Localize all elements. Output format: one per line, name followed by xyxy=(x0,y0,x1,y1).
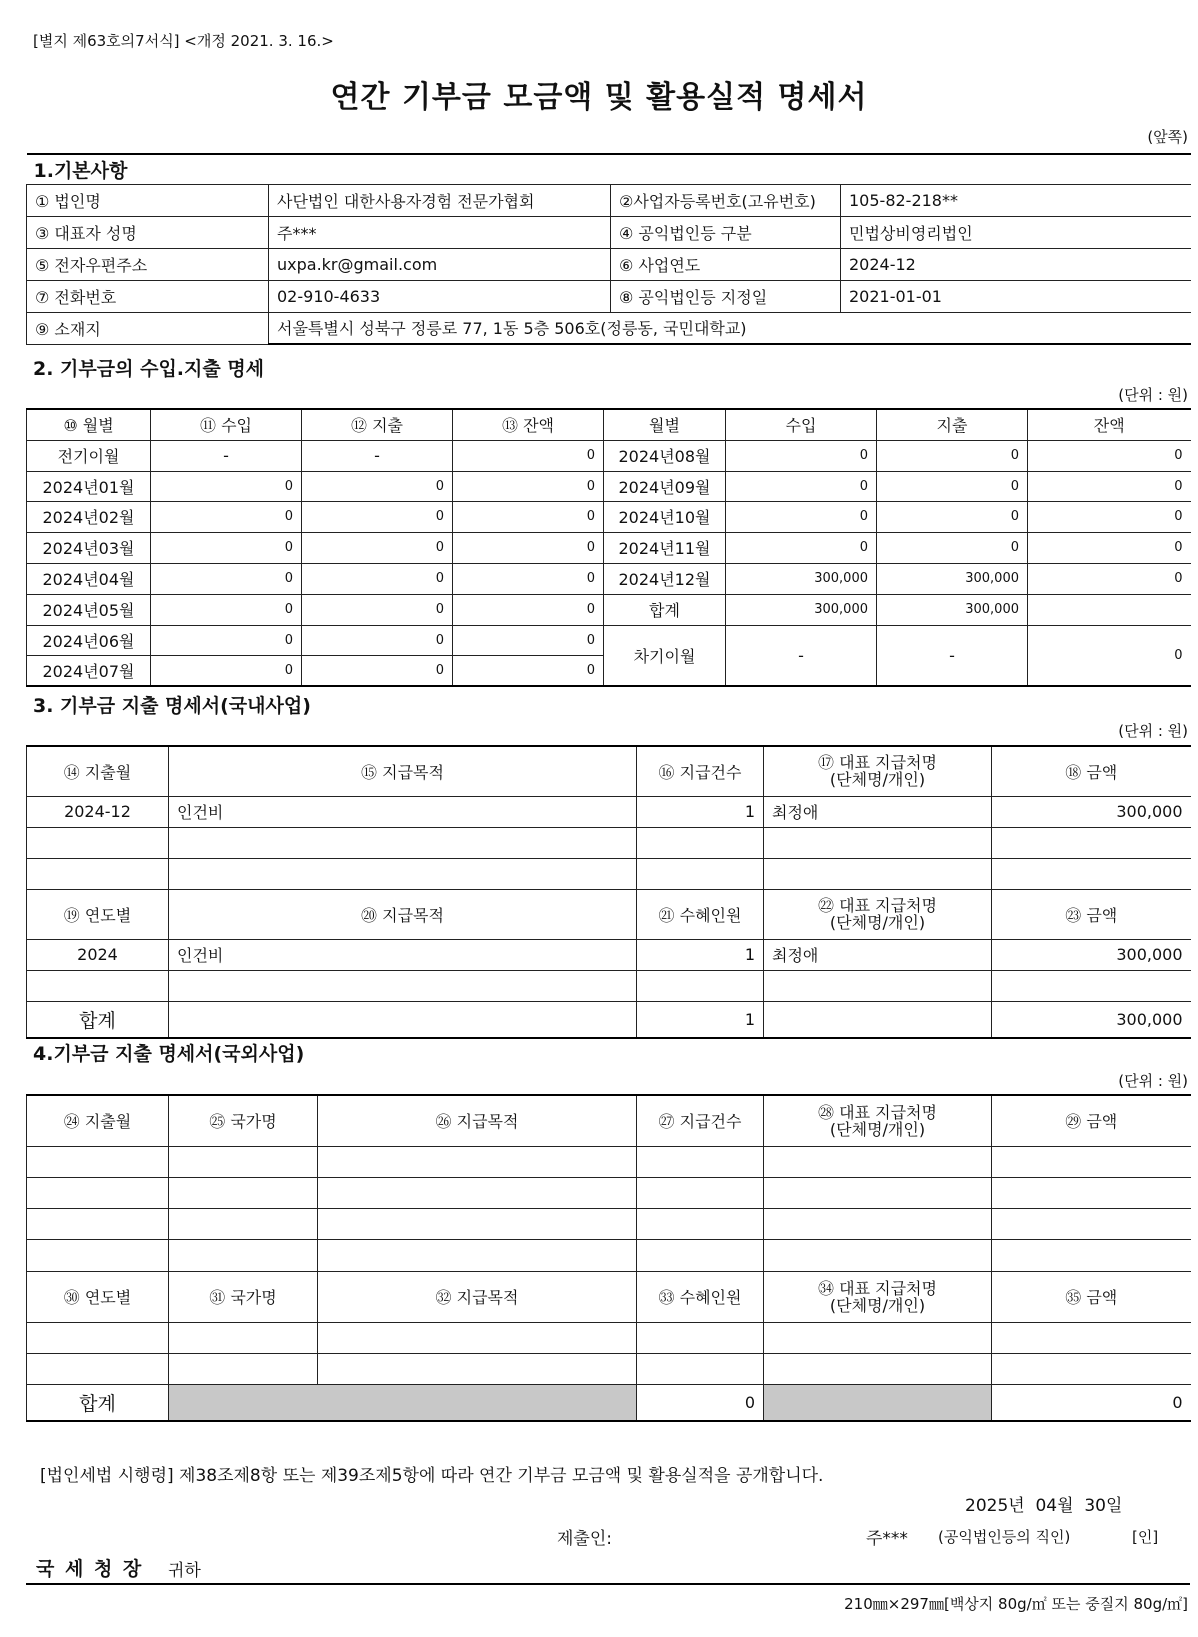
income-cell: 0 xyxy=(151,594,302,625)
value-email: uxpa.kr@gmail.com xyxy=(269,248,611,280)
header-purpose: ㉖ 지급목적 xyxy=(318,1095,637,1146)
header-amount-2: ㉓ 금액 xyxy=(992,889,1191,939)
carry-forward-income: - xyxy=(726,625,877,686)
header-year: ㉚ 연도별 xyxy=(27,1271,169,1322)
form-reference: [별지 제63호의7서식] <개정 2021. 3. 16.> xyxy=(33,32,334,50)
income-total: 300,000 xyxy=(726,594,877,625)
table-row xyxy=(27,1146,1191,1177)
header-month-2: 월별 xyxy=(604,409,726,440)
table-row xyxy=(27,594,1191,625)
label-email: ⑤ 전자우편주소 xyxy=(27,248,269,280)
balance-cell: 0 xyxy=(453,532,604,563)
expense-cell: 0 xyxy=(302,563,453,594)
section-1-title: 1.기본사항 xyxy=(27,154,1191,184)
income-cell: 0 xyxy=(151,471,302,501)
header-month: ⑩ 월별 xyxy=(27,409,151,440)
month-cell: 2024년07월 xyxy=(27,655,151,686)
total-amount: 300,000 xyxy=(992,1001,1191,1038)
balance-cell: 0 xyxy=(1028,532,1191,563)
balance-cell: 0 xyxy=(453,563,604,594)
income-cell: 300,000 xyxy=(726,563,877,594)
total-row xyxy=(27,1001,1191,1038)
section-2-title: 2. 기부금의 수입.지출 명세 xyxy=(33,358,265,380)
label-biz-no: ②사업자등록번호(고유번호) xyxy=(611,184,841,216)
month-cell: 2024년06월 xyxy=(27,625,151,655)
value-biz-no: 105-82-218** xyxy=(841,184,1191,216)
header-beneficiaries: ㉑ 수혜인원 xyxy=(637,889,764,939)
recipient-cell: 최정애 xyxy=(764,939,992,970)
header-purpose-2: ㉜ 지급목적 xyxy=(318,1271,637,1322)
value-designation-date: 2021-01-01 xyxy=(841,280,1191,312)
income-cell: 0 xyxy=(151,532,302,563)
header-purpose-2: ⑳ 지급목적 xyxy=(169,889,637,939)
carry-forward-label: 차기이월 xyxy=(604,625,726,686)
count-cell: 1 xyxy=(637,796,764,827)
table-row xyxy=(27,939,1191,970)
total-count: 1 xyxy=(637,1001,764,1038)
income-cell: 0 xyxy=(151,501,302,532)
header-count: ㉗ 지급건수 xyxy=(637,1095,764,1146)
total-count: 0 xyxy=(637,1384,764,1421)
table-row xyxy=(27,796,1191,827)
balance-cell: 0 xyxy=(1028,471,1191,501)
info-row xyxy=(27,248,1191,280)
header-year: ⑲ 연도별 xyxy=(27,889,169,939)
header-recipient-2: ㉞ 대표 지급처명 (단체명/개인) xyxy=(764,1271,992,1322)
income-cell: - xyxy=(151,440,302,471)
monthly-table xyxy=(26,408,1191,687)
income-cell: 0 xyxy=(151,563,302,594)
income-cell: 0 xyxy=(151,625,302,655)
footer-divider xyxy=(26,1583,1190,1585)
page-side-label: (앞쪽) xyxy=(1147,128,1188,146)
income-cell: 0 xyxy=(726,532,877,563)
month-cell: 2024년11월 xyxy=(604,532,726,563)
expense-cell: 0 xyxy=(302,655,453,686)
honorific: 귀하 xyxy=(168,1561,201,1581)
header-beneficiaries: ㉝ 수혜인원 xyxy=(637,1271,764,1322)
header-recipient: ⑰ 대표 지급처명 (단체명/개인) xyxy=(764,746,992,796)
header-amount: ⑱ 금액 xyxy=(992,746,1191,796)
label-phone: ⑦ 전화번호 xyxy=(27,280,269,312)
recipient-cell: 최정애 xyxy=(764,796,992,827)
table-row xyxy=(27,858,1191,889)
expense-cell: 0 xyxy=(877,471,1028,501)
domestic-header-row xyxy=(27,746,1191,796)
header-income-2: 수입 xyxy=(726,409,877,440)
overseas-header-row xyxy=(27,1095,1191,1146)
month-cell: 2024년05월 xyxy=(27,594,151,625)
expense-cell: 0 xyxy=(302,594,453,625)
label-fiscal-year: ⑥ 사업연도 xyxy=(611,248,841,280)
table-row xyxy=(27,1208,1191,1239)
balance-cell: 0 xyxy=(453,440,604,471)
label-corp-type: ④ 공익법인등 구분 xyxy=(611,216,841,248)
legal-notice: [법인세법 시행령] 제38조제8항 또는 제39조제5항에 따라 연간 기부금 모금액 및 활용실적을 공개합니다. xyxy=(40,1466,824,1486)
section-3-title: 3. 기부금 지출 명세서(국내사업) xyxy=(33,695,311,717)
table-row xyxy=(27,440,1191,471)
income-cell: 0 xyxy=(726,471,877,501)
page-title: 연간 기부금 모금액 및 활용실적 명세서 xyxy=(330,80,868,115)
expense-cell: 0 xyxy=(302,625,453,655)
amount-cell: 300,000 xyxy=(992,796,1191,827)
expense-cell: 0 xyxy=(877,501,1028,532)
submitter-name: 주*** xyxy=(866,1529,908,1549)
header-amount: ㉙ 금액 xyxy=(992,1095,1191,1146)
expense-cell: 0 xyxy=(302,501,453,532)
expense-cell: 0 xyxy=(302,532,453,563)
header-expense-month: ㉔ 지출월 xyxy=(27,1095,169,1146)
section-3-unit: (단위 : 원) xyxy=(1118,722,1188,740)
label-location: ⑨ 소재지 xyxy=(27,312,269,344)
income-cell: 0 xyxy=(726,501,877,532)
total-label: 합계 xyxy=(604,594,726,625)
submitter-role: (공익법인등의 직인) xyxy=(938,1528,1071,1546)
total-row xyxy=(27,1384,1191,1421)
month-cell: 전기이월 xyxy=(27,440,151,471)
balance-cell: 0 xyxy=(453,501,604,532)
header-purpose: ⑮ 지급목적 xyxy=(169,746,637,796)
table-row xyxy=(27,1353,1191,1384)
value-corp-name: 사단법인 대한사용자경험 전문가협회 xyxy=(269,184,611,216)
table-row xyxy=(27,1177,1191,1208)
table-row xyxy=(27,532,1191,563)
label-designation-date: ⑧ 공익법인등 지정일 xyxy=(611,280,841,312)
table-row xyxy=(27,471,1191,501)
table-row xyxy=(27,563,1191,594)
domestic-expense-table xyxy=(26,745,1191,1039)
month-cell: 2024년12월 xyxy=(604,563,726,594)
seal-mark: [인] xyxy=(1132,1528,1159,1546)
month-cell: 2024년02월 xyxy=(27,501,151,532)
overseas-expense-table xyxy=(26,1094,1191,1422)
income-cell: 0 xyxy=(151,655,302,686)
balance-cell: 0 xyxy=(453,594,604,625)
submission-date: 2025년 04월 30일 xyxy=(965,1496,1123,1516)
expense-cell: - xyxy=(302,440,453,471)
balance-cell: 0 xyxy=(453,625,604,655)
info-row xyxy=(27,184,1191,216)
expense-total: 300,000 xyxy=(877,594,1028,625)
total-label: 합계 xyxy=(27,1001,169,1038)
month-cell: 2024년10월 xyxy=(604,501,726,532)
expense-cell: 0 xyxy=(877,440,1028,471)
monthly-header-row xyxy=(27,409,1191,440)
carry-forward-expense: - xyxy=(877,625,1028,686)
month-cell: 2024년01월 xyxy=(27,471,151,501)
header-count: ⑯ 지급건수 xyxy=(637,746,764,796)
value-fiscal-year: 2024-12 xyxy=(841,248,1191,280)
header-country: ㉕ 국가명 xyxy=(169,1095,318,1146)
info-row xyxy=(27,280,1191,312)
header-amount-2: ㉟ 금액 xyxy=(992,1271,1191,1322)
section-4-title: 4.기부금 지출 명세서(국외사업) xyxy=(33,1043,305,1065)
amount-cell: 300,000 xyxy=(992,939,1191,970)
value-location: 서울특별시 성북구 정릉로 77, 1동 5층 506호(정릉동, 국민대학교) xyxy=(269,312,1191,344)
month-cell: 2024년04월 xyxy=(27,563,151,594)
overseas-yearly-header-row xyxy=(27,1271,1191,1322)
month-cell: 2024년08월 xyxy=(604,440,726,471)
expense-cell: 0 xyxy=(302,471,453,501)
table-row xyxy=(27,501,1191,532)
total-label: 합계 xyxy=(27,1384,169,1421)
expense-cell: 0 xyxy=(877,532,1028,563)
table-row xyxy=(27,970,1191,1001)
balance-cell: 0 xyxy=(1028,440,1191,471)
beneficiaries-cell: 1 xyxy=(637,939,764,970)
purpose-cell: 인건비 xyxy=(169,796,637,827)
value-phone: 02-910-4633 xyxy=(269,280,611,312)
paper-spec: 210㎜×297㎜[백상지 80g/㎡ 또는 중질지 80g/㎡] xyxy=(844,1595,1188,1613)
header-balance: ⑬ 잔액 xyxy=(453,409,604,440)
header-recipient-2: ㉒ 대표 지급처명 (단체명/개인) xyxy=(764,889,992,939)
expense-month-cell: 2024-12 xyxy=(27,796,169,827)
table-row xyxy=(27,625,1191,655)
header-expense-month: ⑭ 지출월 xyxy=(27,746,169,796)
header-balance-2: 잔액 xyxy=(1028,409,1191,440)
header-income: ⑪ 수입 xyxy=(151,409,302,440)
section-4-unit: (단위 : 원) xyxy=(1118,1072,1188,1090)
balance-cell: 0 xyxy=(1028,501,1191,532)
table-row xyxy=(27,827,1191,858)
purpose-cell: 인건비 xyxy=(169,939,637,970)
basic-info-table xyxy=(26,153,1191,345)
income-cell: 0 xyxy=(726,440,877,471)
month-cell: 2024년09월 xyxy=(604,471,726,501)
header-expense-2: 지출 xyxy=(877,409,1028,440)
section-2-unit: (단위 : 원) xyxy=(1118,386,1188,404)
balance-cell: 0 xyxy=(453,471,604,501)
submitter-label: 제출인: xyxy=(557,1529,612,1549)
domestic-yearly-header-row xyxy=(27,889,1191,939)
value-corp-type: 민법상비영리법인 xyxy=(841,216,1191,248)
info-row xyxy=(27,216,1191,248)
info-row xyxy=(27,312,1191,344)
balance-total xyxy=(1028,594,1191,625)
balance-cell: 0 xyxy=(1028,563,1191,594)
header-country-2: ㉛ 국가명 xyxy=(169,1271,318,1322)
table-row xyxy=(27,1322,1191,1353)
table-row xyxy=(27,1239,1191,1271)
balance-cell: 0 xyxy=(453,655,604,686)
header-recipient: ㉘ 대표 지급처명 (단체명/개인) xyxy=(764,1095,992,1146)
value-representative: 주*** xyxy=(269,216,611,248)
carry-forward-balance: 0 xyxy=(1028,625,1191,686)
header-expense: ⑫ 지출 xyxy=(302,409,453,440)
expense-cell: 300,000 xyxy=(877,563,1028,594)
month-cell: 2024년03월 xyxy=(27,532,151,563)
label-corp-name: ① 법인명 xyxy=(27,184,269,216)
total-amount: 0 xyxy=(992,1384,1191,1421)
year-cell: 2024 xyxy=(27,939,169,970)
label-representative: ③ 대표자 성명 xyxy=(27,216,269,248)
recipient-office: 국 세 청 장 xyxy=(36,1558,144,1580)
